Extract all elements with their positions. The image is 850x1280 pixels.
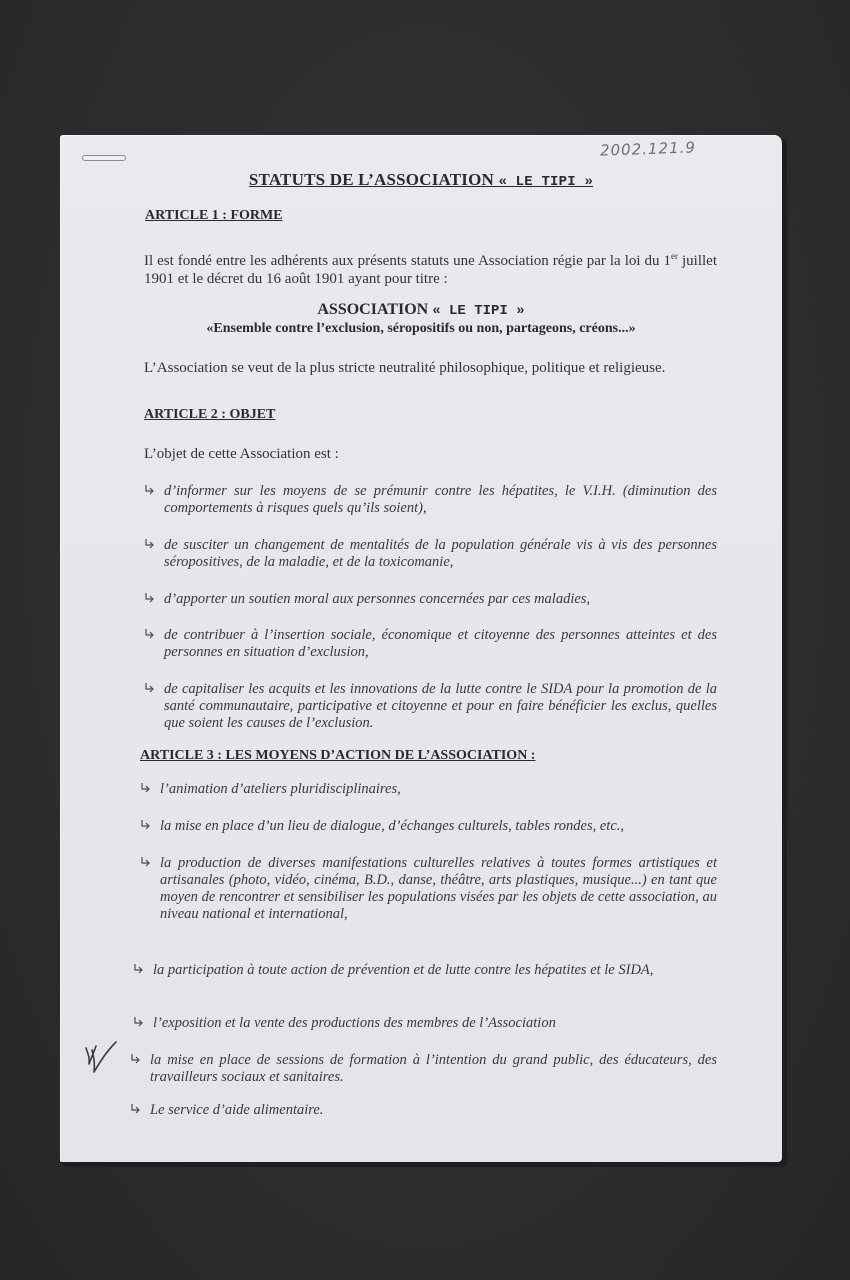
- list-item: [140, 855, 717, 923]
- list-item: [140, 818, 717, 836]
- page-title: [60, 170, 782, 190]
- list-item-text: d’informer sur les moyens de se prémunir contre les hépatites, le V.I.H. (diminution des comportements à risques quels qu’ils soient),: [164, 483, 717, 516]
- curved-arrow-bullet-icon: [133, 963, 153, 980]
- curved-arrow-bullet-icon: [133, 1016, 153, 1033]
- curved-arrow-bullet-icon: [140, 782, 160, 799]
- list-item: [130, 1052, 717, 1086]
- list-item: [144, 483, 717, 517]
- article-3-heading: ARTICLE 3 : LES MOYENS D’ACTION DE L’ASSOCIATION :: [140, 748, 536, 763]
- list-item-text: de susciter un changement de mentalités de la population générale vis à vis des personnes séropositives, de la maladie, et de la toxicomanie,: [164, 537, 717, 570]
- list-item-text: Le service d’aide alimentaire.: [150, 1102, 324, 1118]
- article-2-intro: L’objet de cette Association est :: [144, 446, 339, 462]
- article-2-heading: ARTICLE 2 : OBJET: [144, 407, 276, 422]
- curved-arrow-bullet-icon: [144, 592, 164, 609]
- list-item: [133, 962, 717, 980]
- para-text: juillet 1901 et le décret du 16 août 1901 ayant pour titre :: [144, 253, 717, 287]
- curved-arrow-bullet-icon: [140, 819, 160, 836]
- article-1-paragraph-1: [144, 247, 717, 288]
- association-name-mono: « LE TIPI »: [432, 303, 525, 319]
- title-text: STATUTS DE L’ASSOCIATION: [248, 170, 494, 189]
- list-item: [130, 1102, 717, 1120]
- para-text: Il est fondé entre les adhérents aux présents statuts une Association régie par la loi du 1: [144, 253, 672, 269]
- curved-arrow-bullet-icon: [130, 1053, 150, 1086]
- association-name-text: ASSOCIATION: [317, 301, 429, 318]
- association-name: [60, 301, 782, 319]
- staple-icon: [82, 155, 126, 161]
- ordinal-superscript: er: [671, 251, 679, 261]
- list-item-text: l’exposition et la vente des productions des membres de l’Association: [153, 1015, 556, 1031]
- list-item-text: d’apporter un soutien moral aux personnes concernées par ces maladies,: [164, 591, 591, 607]
- association-title-block: [60, 301, 782, 337]
- list-item-text: de contribuer à l’insertion sociale, économique et citoyenne des personnes atteintes et des personnes en situation d’exclusion,: [164, 627, 717, 660]
- curved-arrow-bullet-icon: [144, 484, 164, 517]
- list-item: [144, 537, 717, 571]
- handwritten-reference: 2002.121.9: [599, 138, 697, 160]
- article-1-paragraph-2: L’Association se veut de la plus stricte neutralité philosophique, politique et religieuse.: [144, 360, 666, 376]
- article-1-heading: ARTICLE 1 : FORME: [145, 208, 283, 223]
- list-item: [140, 781, 717, 799]
- handwritten-initials-icon: [82, 1038, 122, 1078]
- curved-arrow-bullet-icon: [144, 628, 164, 661]
- title-association-name: « LE TIPI »: [498, 174, 594, 190]
- document-page: [60, 135, 782, 1162]
- curved-arrow-bullet-icon: [130, 1103, 150, 1120]
- list-item: [144, 627, 717, 661]
- list-item-text: la participation à toute action de prévention et de lutte contre les hépatites et le SIDA,: [153, 962, 654, 978]
- list-item-text: de capitaliser les acquits et les innovations de la lutte contre le SIDA pour la promotion de la santé communautaire, participative et citoyenne et pour en faire bénéficier les exclus, quelles que soient les causes de l’exclusion.: [164, 681, 717, 731]
- list-item-text: la mise en place d’un lieu de dialogue, d’échanges culturels, tables rondes, etc.,: [160, 818, 625, 834]
- list-item-text: l’animation d’ateliers pluridisciplinaires,: [160, 781, 401, 797]
- curved-arrow-bullet-icon: [140, 856, 160, 923]
- list-item-text: la mise en place de sessions de formation à l’intention du grand public, des éducateurs, des travailleurs sociaux et sanitaires.: [150, 1052, 717, 1085]
- list-item-text: la production de diverses manifestations culturelles relatives à toutes formes artistiques et artisanales (photo, vidéo, cinéma, B.D., danse, théâtre, arts plastiques, musique...) en tant que moyen de rencontrer et sensibiliser les populations visées par les objets de cette association, au niveau national et international,: [160, 855, 717, 922]
- association-motto: «Ensemble contre l’exclusion, séropositifs ou non, partageons, créons...»: [206, 321, 636, 336]
- list-item: [144, 591, 717, 609]
- curved-arrow-bullet-icon: [144, 538, 164, 571]
- list-item: [144, 681, 717, 732]
- list-item: [133, 1015, 717, 1033]
- curved-arrow-bullet-icon: [144, 682, 164, 732]
